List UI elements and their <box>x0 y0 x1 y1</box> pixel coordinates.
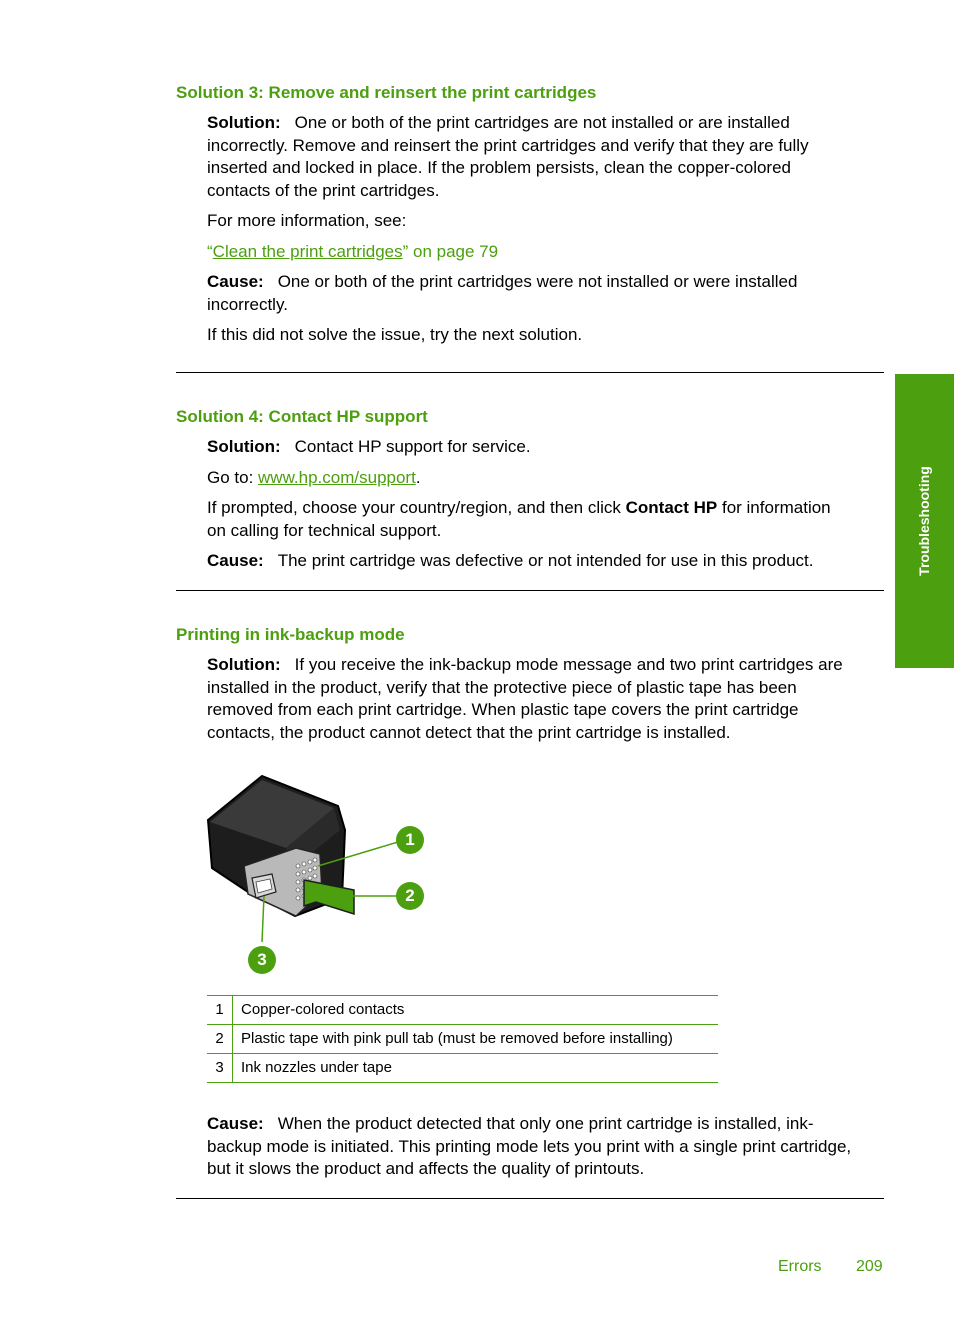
solution-4-text: Contact HP support for service. <box>294 437 531 456</box>
solution-text-line: installed in the product, verify that the protective piece of plastic tape has been <box>207 677 797 697</box>
solution-3-cause <box>207 271 887 316</box>
divider <box>176 590 884 591</box>
solution-4-cause <box>207 550 887 573</box>
hp-support-link[interactable]: www.hp.com/support <box>258 468 416 487</box>
ink-backup-solution <box>207 654 887 745</box>
callout-3: 3 <box>248 946 276 974</box>
goto-line <box>207 467 887 490</box>
solution-text-line: If you receive the ink-backup mode message and two print cartridges are <box>294 655 843 674</box>
callout-legend-table <box>207 995 718 1083</box>
cause-text-line: backup mode is initiated. This printing mode lets you print with a single print cartridge, <box>207 1136 852 1156</box>
table-row <box>207 996 718 1025</box>
divider <box>176 372 884 373</box>
callout-1: 1 <box>396 826 424 854</box>
cause-text-line: but it slows the product and affects the quality of printouts. <box>207 1159 645 1179</box>
solution-text-line: removed from each print cartridge. When plastic tape covers the print cartridge <box>207 700 799 720</box>
solution-3-text-line: inserted and locked in place. If the problem persists, clean the copper-colored <box>207 158 791 178</box>
legend-number: 3 <box>207 1054 233 1083</box>
ink-backup-heading: Printing in ink-backup mode <box>176 625 405 644</box>
goto-suffix: . <box>415 468 421 487</box>
cause-text-line: One or both of the print cartridges were not installed or were installed <box>277 272 798 291</box>
goto-prefix: Go to: <box>207 468 259 487</box>
prompt-text: If prompted, choose your country/region, and then click <box>207 498 626 517</box>
legend-number: 2 <box>207 1025 233 1054</box>
cause-label: Cause: <box>207 272 264 291</box>
clean-cartridges-link[interactable]: Clean the print cartridges <box>212 242 403 261</box>
print-cartridge-illustration <box>200 770 440 980</box>
solution-label: Solution: <box>207 113 281 132</box>
solution-3-paragraph <box>207 112 887 203</box>
solution-4-heading: Solution 4: Contact HP support <box>176 407 428 426</box>
contact-hp-bold: Contact HP <box>625 498 718 517</box>
cause-text-line: incorrectly. <box>207 294 288 314</box>
legend-text: Copper-colored contacts <box>233 996 719 1025</box>
table-row <box>207 1054 718 1083</box>
page-number: 209 <box>856 1258 883 1275</box>
legend-text: Plastic tape with pink pull tab (must be removed before installing) <box>233 1025 719 1054</box>
prompt-text: on calling for technical support. <box>207 520 442 540</box>
link-open-quote: “ <box>207 242 213 261</box>
cause-label: Cause: <box>207 551 264 570</box>
solution-3-text-line: incorrectly. Remove and reinsert the print cartridges and verify that they are fully <box>207 135 809 155</box>
divider <box>176 1198 884 1199</box>
prompt-text: for information <box>717 498 831 517</box>
callout-2: 2 <box>396 882 424 910</box>
contact-hp-paragraph <box>207 497 887 542</box>
solution-3-text-line: contacts of the print cartridges. <box>207 181 440 201</box>
cause-text: The print cartridge was defective or not intended for use in this product. <box>277 551 814 570</box>
more-info-text: For more information, see: <box>207 211 407 230</box>
legend-text: Ink nozzles under tape <box>233 1054 719 1083</box>
troubleshooting-tab-label: Troubleshooting <box>916 466 932 576</box>
cause-text-line: When the product detected that only one print cartridge is installed, ink- <box>277 1114 814 1133</box>
footer-section: Errors <box>778 1258 822 1275</box>
legend-number: 1 <box>207 996 233 1025</box>
troubleshooting-tab <box>895 374 954 668</box>
solution-3-text-line: One or both of the print cartridges are not installed or are installed <box>294 113 790 132</box>
next-solution-text: If this did not solve the issue, try the next solution. <box>207 325 583 344</box>
solution-4-paragraph <box>207 436 887 459</box>
cause-label: Cause: <box>207 1114 264 1133</box>
link-page-suffix: ” on page 79 <box>402 242 499 261</box>
solution-label: Solution: <box>207 437 281 456</box>
table-row <box>207 1025 718 1054</box>
clean-cartridges-reference <box>207 241 887 264</box>
ink-backup-cause <box>207 1113 887 1181</box>
solution-3-heading: Solution 3: Remove and reinsert the print cartridges <box>176 83 597 102</box>
solution-label: Solution: <box>207 655 281 674</box>
solution-text-line: contacts, the product cannot detect that the print cartridge is installed. <box>207 723 731 743</box>
